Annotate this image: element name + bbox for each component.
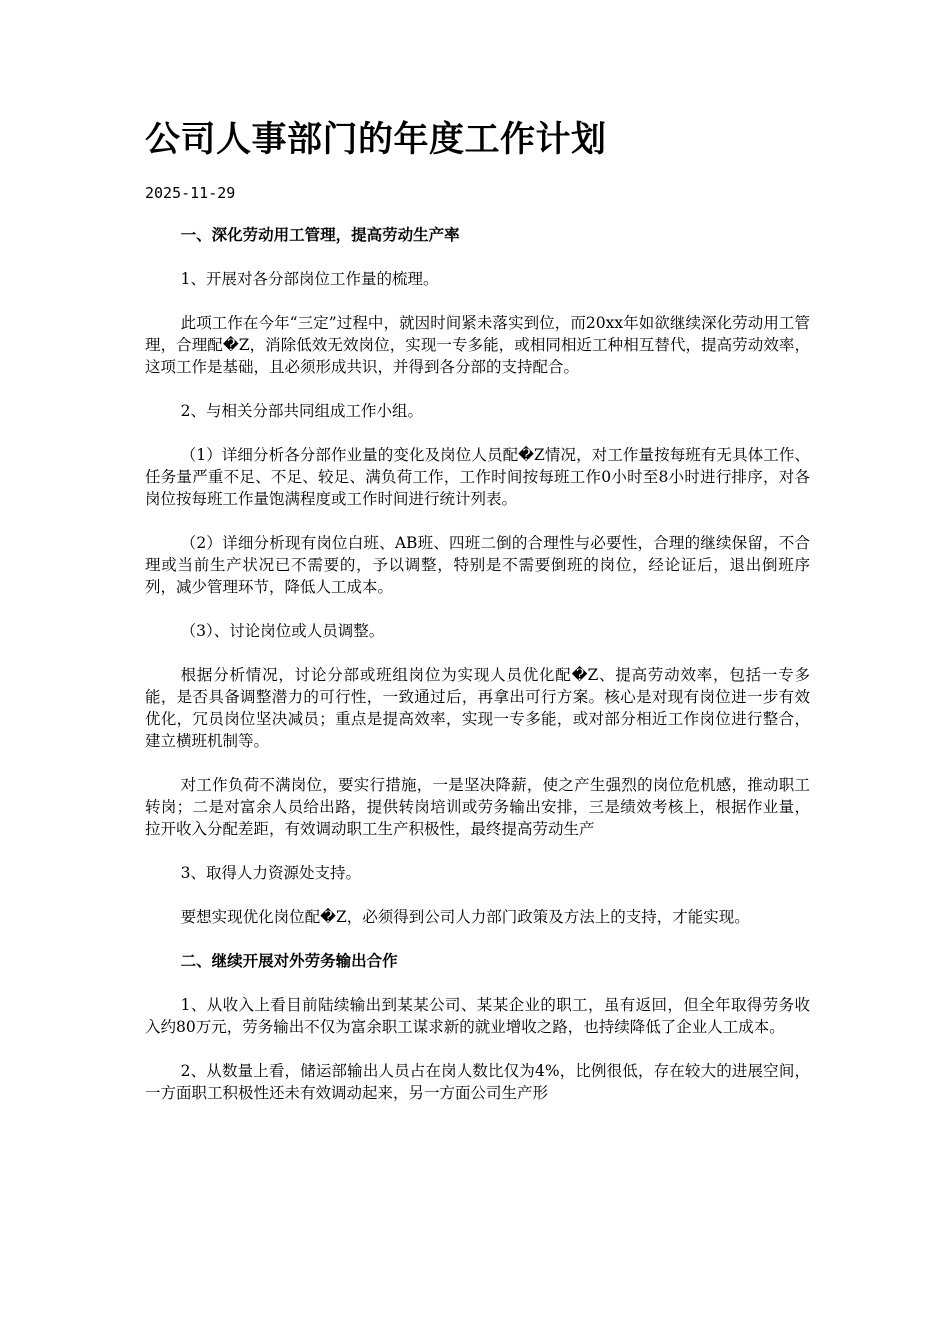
paragraph: 1、开展对各分部岗位工作量的梳理。 [180, 270, 439, 288]
document-body [145, 224, 810, 1126]
paragraph: （2）详细分析现有岗位白班、AB班、四班二倒的合理性与必要性，合理的继续保留，不合理或当前生产状况已不需要的，予以调整，特别是不需要倒班的岗位，经论证后，退出倒班序列，减少管理环节，降低人工成本。 [145, 534, 810, 596]
paragraph: 根据分析情况，讨论分部或班组岗位为实现人员优化配�Z、提高劳动效率，包括一专多能，是否具备调整潜力的可行性，一致通过后，再拿出可行方案。核心是对现有岗位进一步有效优化，冗员岗位坚决减员；重点是提高效率，实现一专多能，或对部分相近工作岗位进行整合，建立横班机制等。 [145, 666, 810, 750]
paragraph: 要想实现优化岗位配�Z，必须得到公司人力部门政策及方法上的支持，才能实现。 [180, 908, 750, 926]
paragraph: （3）、讨论岗位或人员调整。 [180, 622, 385, 640]
document-title: 公司人事部门的年度工作计划 [145, 119, 607, 160]
paragraph: 3、取得人力资源处支持。 [180, 864, 362, 882]
paragraph: 此项工作在今年“三定”过程中，就因时间紧未落实到位，而20xx年如欲继续深化劳动用工管理，合理配�Z，消除低效无效岗位，实现一专多能，或相同相近工种相互替代，提高劳动效率，这项工作是基础，且必须形成共识，并得到各分部的支持配合。 [145, 314, 810, 376]
paragraph: 1、从收入上看目前陆续输出到某某公司、某某企业的职工，虽有返回，但全年取得劳务收入约80万元，劳务输出不仅为富余职工谋求新的就业增收之路，也持续降低了企业人工成本。 [145, 996, 810, 1036]
paragraph: （1）详细分析各分部作业量的变化及岗位人员配�Z情况，对工作量按每班有无具体工作、任务量严重不足、不足、较足、满负荷工作，工作时间按每班工作0小时至8小时进行排序，对各岗位按每班工作量饱满程度或工作时间进行统计列表。 [145, 446, 810, 508]
section-heading: 二、继续开展对外劳务输出合作 [180, 952, 398, 970]
paragraph: 2、从数量上看，储运部输出人员占在岗人数比仅为4%，比例很低，存在较大的进展空间，一方面职工积极性还未有效调动起来，另一方面公司生产形 [145, 1062, 810, 1102]
section-heading: 一、深化劳动用工管理，提高劳动生产率 [180, 226, 460, 244]
paragraph: 对工作负荷不满岗位，要实行措施，一是坚决降薪，使之产生强烈的岗位危机感，推动职工转岗；二是对富余人员给出路，提供转岗培训或劳务输出安排，三是绩效考核上，根据作业量，拉开收入分配差距，有效调动职工生产积极性，最终提高劳动生产 [145, 776, 810, 838]
document-date: 2025-11-29 [145, 184, 236, 202]
paragraph: 2、与相关分部共同组成工作小组。 [180, 402, 424, 420]
